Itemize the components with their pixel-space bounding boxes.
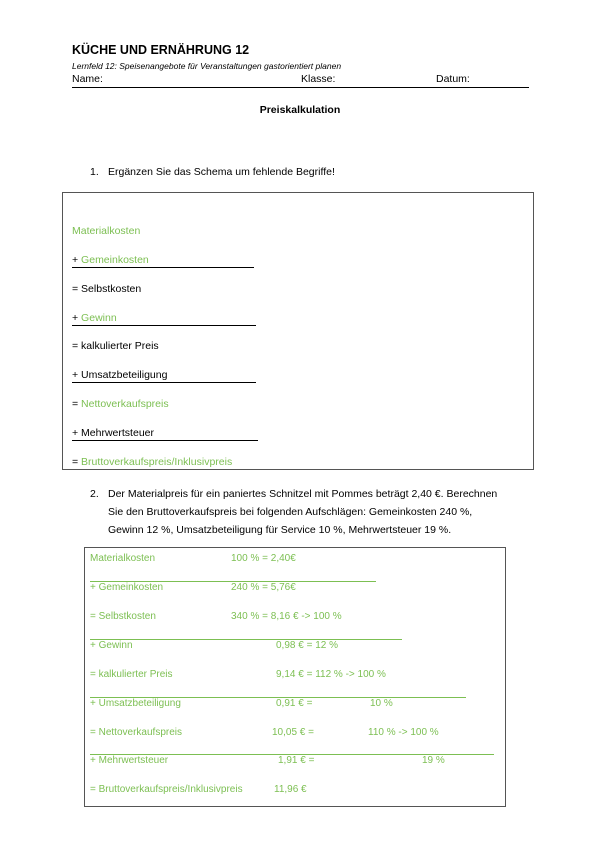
task1-row-kalkulierter-preis: = kalkulierter Preis bbox=[72, 340, 159, 352]
task2-text-line-1: Der Materialpreis für ein paniertes Schnitzel mit Pommes beträgt 2,40 €. Berechnen bbox=[108, 488, 498, 500]
task2-row-gewinn-calc: 0,98 € = 12 % bbox=[276, 640, 338, 651]
task2-row-materialkosten-calc: 100 % = 2,40€ bbox=[231, 553, 296, 564]
task1-row-selbstkosten: = Selbstkosten bbox=[72, 283, 142, 295]
task2-row-umsatzbeteiligung-calc: 0,91 € = bbox=[276, 698, 313, 709]
task2-row-umsatzbeteiligung-label: + Umsatzbeteiligung bbox=[90, 698, 181, 709]
document-title: KÜCHE UND ERNÄHRUNG 12 bbox=[72, 43, 250, 57]
date-label: Datum: bbox=[436, 73, 470, 85]
task2-row-gemeinkosten-calc: 240 % = 5,76€ bbox=[231, 582, 296, 593]
task2-number: 2. bbox=[90, 488, 99, 500]
task1-row-bruttoverkaufspreis: = Bruttoverkaufspreis/Inklusivpreis bbox=[72, 456, 233, 468]
task2-text-line-3: Gewinn 12 %, Umsatzbeteiligung für Service 10 %, Mehrwertsteuer 19 %. bbox=[108, 524, 452, 536]
task2-row-kalkulierter-preis-label: = kalkulierter Preis bbox=[90, 669, 173, 680]
student-info-row bbox=[72, 73, 529, 88]
task1-row-umsatzbeteiligung: + Umsatzbeteiligung bbox=[72, 368, 256, 383]
task2-row-selbstkosten-label: = Selbstkosten bbox=[90, 611, 156, 622]
task2-row-selbstkosten-calc: 340 % = 8,16 € -> 100 % bbox=[231, 611, 342, 622]
task2-row-mehrwertsteuer-percent: 19 % bbox=[422, 755, 445, 766]
task1-row-gemeinkosten: + Gemeinkosten bbox=[72, 253, 254, 268]
document-subtitle: Lernfeld 12: Speisenangebote für Veranstaltungen gastorientiert planen bbox=[72, 61, 342, 71]
task2-row-kalkulierter-preis-calc: 9,14 € = 112 % -> 100 % bbox=[276, 669, 386, 680]
task1-text: Ergänzen Sie das Schema um fehlende Begriffe! bbox=[108, 166, 335, 178]
task2-row-nettoverkaufspreis-label: = Nettoverkaufspreis bbox=[90, 727, 182, 738]
task2-row-materialkosten-label: Materialkosten bbox=[90, 553, 156, 564]
task2-row-umsatzbeteiligung-percent: 10 % bbox=[370, 698, 393, 709]
task2-row-nettoverkaufspreis-percent: 110 % -> 100 % bbox=[368, 727, 439, 738]
task2-row-bruttoverkaufspreis-label: = Bruttoverkaufspreis/Inklusivpreis bbox=[90, 784, 243, 795]
name-label: Name: bbox=[72, 73, 103, 85]
task1-answer-box bbox=[62, 192, 534, 470]
task2-question bbox=[0, 485, 600, 539]
task1-row-nettoverkaufspreis: = Nettoverkaufspreis bbox=[72, 398, 169, 410]
task2-answer-box bbox=[84, 547, 506, 807]
task1-question bbox=[0, 163, 600, 181]
task2-text-line-2: Sie den Bruttoverkaufspreis bei folgenden Aufschlägen: Gemeinkosten 240 %, bbox=[108, 506, 473, 518]
task2-row-bruttoverkaufspreis-calc: 11,96 € bbox=[274, 784, 307, 795]
task2-row-gewinn bbox=[90, 639, 402, 640]
task1-row-materialkosten: Materialkosten bbox=[72, 225, 141, 237]
task2-row-mehrwertsteuer-label: + Mehrwertsteuer bbox=[90, 755, 169, 766]
task2-row-nettoverkaufspreis-calc: 10,05 € = bbox=[272, 727, 314, 738]
task2-row-mehrwertsteuer-calc: 1,91 € = bbox=[278, 755, 315, 766]
task1-row-mehrwertsteuer: + Mehrwertsteuer bbox=[72, 426, 258, 441]
section-title: Preiskalkulation bbox=[259, 104, 341, 116]
class-label: Klasse: bbox=[301, 73, 336, 85]
task2-row-gewinn-label: + Gewinn bbox=[90, 640, 133, 651]
task1-number: 1. bbox=[90, 166, 99, 178]
task1-row-gewinn: + Gewinn bbox=[72, 311, 256, 326]
task2-row-gemeinkosten-label: + Gemeinkosten bbox=[90, 582, 164, 593]
